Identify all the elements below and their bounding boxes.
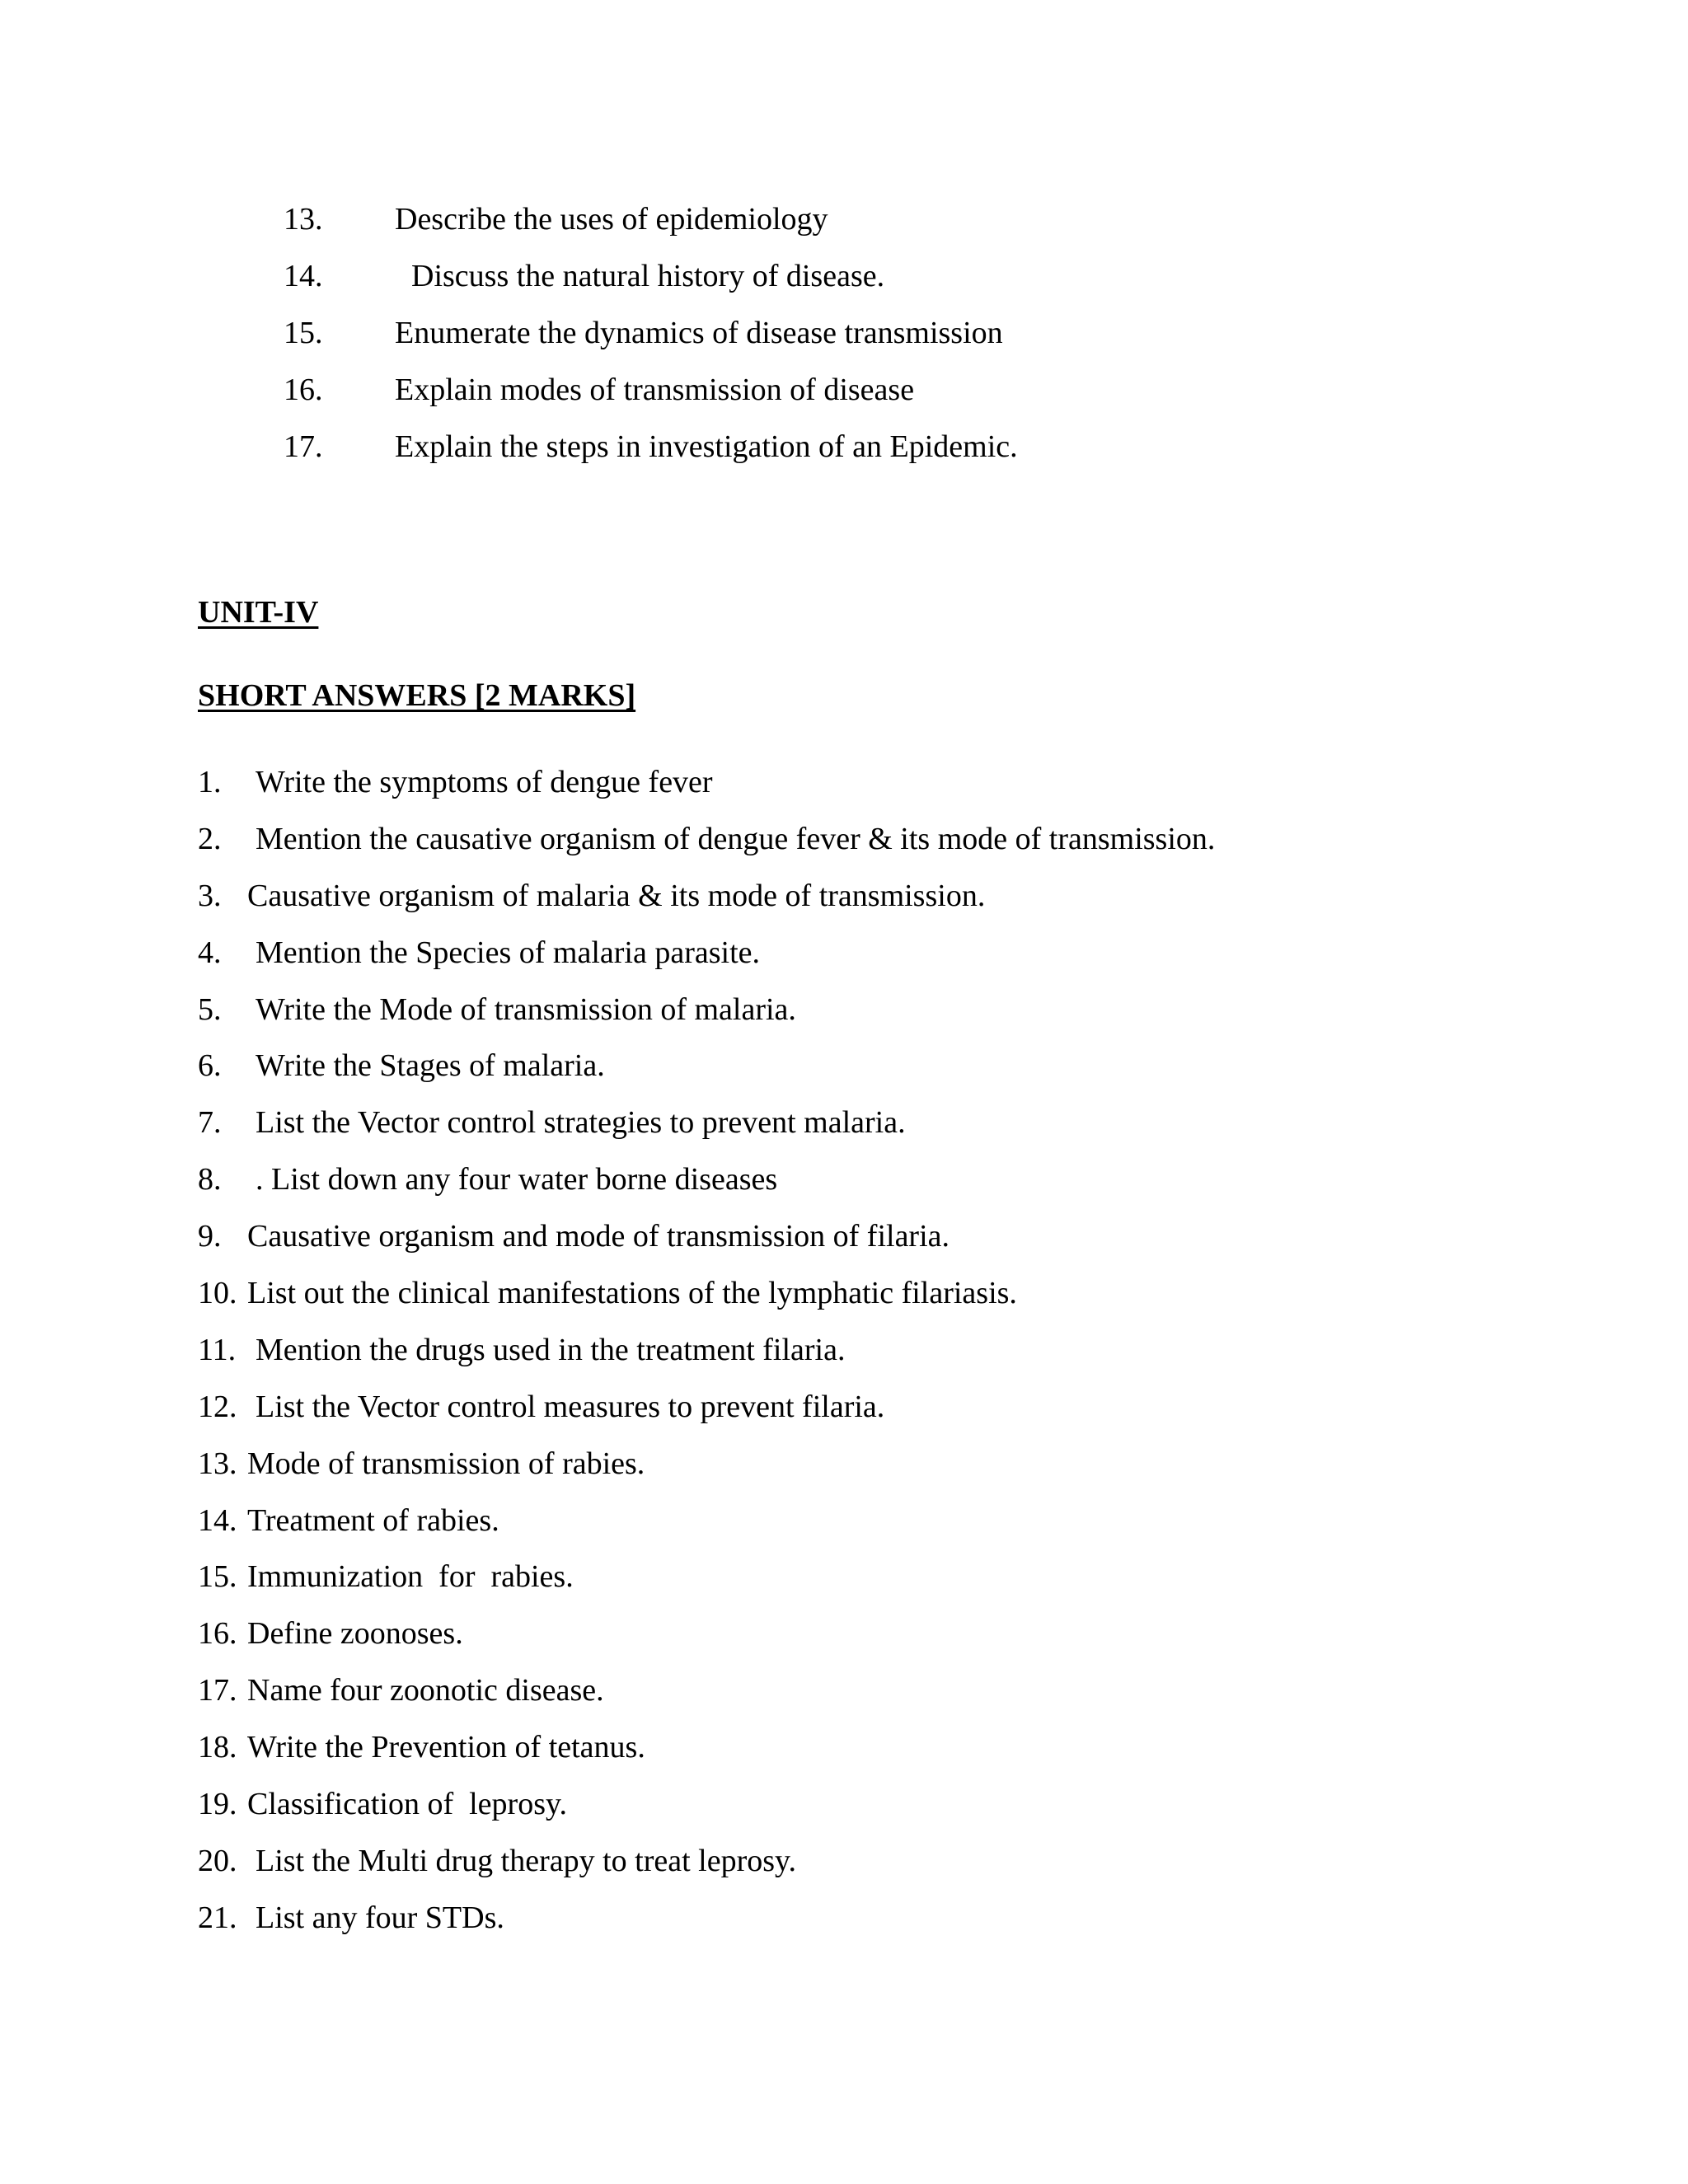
item-number: 16.: [284, 373, 323, 407]
list-item: [198, 925, 1215, 982]
item-text: Write the Prevention of tetanus.: [247, 1730, 645, 1765]
item-number: 13.: [284, 202, 323, 237]
item-text: Mention the drugs used in the treatment filaria.: [256, 1332, 846, 1367]
section-title: SHORT ANSWERS [2 MARKS]: [198, 678, 636, 713]
list-item: [198, 1094, 1215, 1151]
item-text: Write the Stages of malaria.: [256, 1048, 605, 1084]
list-item: [198, 1549, 1215, 1605]
item-text: Mode of transmission of rabies.: [247, 1446, 645, 1481]
list-item: [198, 1719, 1215, 1776]
item-number: 20.: [198, 1843, 237, 1878]
item-text: Explain the steps in investigation of an Epidemic.: [395, 429, 1018, 464]
item-text: List the Vector control measures to prevent filaria.: [256, 1389, 885, 1424]
list-item: [198, 1493, 1215, 1549]
item-text: Treatment of rabies.: [247, 1502, 499, 1538]
short-answer-list: [198, 754, 1215, 1947]
item-text: . List down any four water borne diseases: [256, 1162, 778, 1197]
item-number: 17.: [284, 429, 323, 464]
list-item: [198, 868, 1215, 925]
item-text: Mention the causative organism of dengue fever & its mode of transmission.: [256, 821, 1216, 856]
item-text: Explain modes of transmission of disease: [395, 373, 915, 407]
item-number: 2.: [198, 821, 222, 856]
list-item: [198, 1436, 1215, 1493]
item-text: Enumerate the dynamics of disease transmission: [395, 316, 1003, 350]
item-number: 3.: [198, 878, 222, 913]
list-item: [198, 1833, 1215, 1890]
list-item: [198, 1890, 1215, 1947]
list-item: [284, 191, 1018, 248]
list-item: [198, 982, 1215, 1038]
list-item: [198, 1776, 1215, 1833]
item-number: 9.: [198, 1219, 222, 1254]
item-text: Name four zoonotic disease.: [247, 1673, 604, 1708]
item-text: Discuss the natural history of disease.: [411, 259, 885, 293]
item-number: 15.: [198, 1559, 237, 1595]
list-item: [198, 1605, 1215, 1662]
item-number: 5.: [198, 991, 222, 1027]
item-number: 12.: [198, 1389, 237, 1424]
list-item: [198, 1662, 1215, 1719]
item-text: List the Vector control strategies to prevent malaria.: [256, 1105, 906, 1141]
item-text: Write the symptoms of dengue fever: [256, 765, 713, 799]
list-item: [198, 754, 1215, 811]
item-number: 1.: [198, 765, 222, 799]
item-number: 10.: [198, 1276, 237, 1311]
list-item: [198, 1038, 1215, 1094]
item-number: 11.: [198, 1332, 237, 1367]
list-item: [198, 811, 1215, 868]
item-number: 15.: [284, 316, 323, 350]
item-number: 14.: [284, 259, 323, 293]
item-text: List the Multi drug therapy to treat leprosy.: [256, 1843, 797, 1878]
list-item: [198, 1322, 1215, 1379]
item-text: Immunization for rabies.: [247, 1559, 574, 1595]
item-text: List any four STDs.: [256, 1900, 504, 1935]
item-number: 17.: [198, 1673, 237, 1708]
item-number: 8.: [198, 1162, 222, 1197]
list-item: [284, 305, 1018, 362]
item-number: 19.: [198, 1787, 237, 1822]
list-item: [284, 419, 1018, 476]
item-text: Describe the uses of epidemiology: [395, 202, 828, 237]
item-text: Mention the Species of malaria parasite.: [256, 935, 761, 970]
unit-title: UNIT-IV: [198, 595, 319, 630]
item-text: Causative organism and mode of transmission of filaria.: [247, 1219, 950, 1254]
item-number: 14.: [198, 1502, 237, 1538]
item-text: Classification of leprosy.: [247, 1787, 568, 1822]
list-item: [198, 1208, 1215, 1265]
item-number: 6.: [198, 1048, 222, 1084]
item-number: 21.: [198, 1900, 237, 1935]
item-number: 18.: [198, 1730, 237, 1765]
item-number: 7.: [198, 1105, 222, 1141]
item-text: List out the clinical manifestations of the lymphatic filariasis.: [247, 1276, 1017, 1311]
list-item: [198, 1379, 1215, 1436]
item-number: 13.: [198, 1446, 237, 1481]
list-item: [284, 362, 1018, 419]
item-text: Write the Mode of transmission of malaria.: [256, 991, 796, 1027]
list-item: [198, 1265, 1215, 1322]
list-item: [284, 248, 1018, 305]
continued-question-list: [284, 191, 1018, 476]
item-text: Causative organism of malaria & its mode of transmission.: [247, 878, 986, 913]
item-number: 16.: [198, 1616, 237, 1652]
list-item: [198, 1151, 1215, 1208]
item-number: 4.: [198, 935, 222, 970]
item-text: Define zoonoses.: [247, 1616, 463, 1652]
